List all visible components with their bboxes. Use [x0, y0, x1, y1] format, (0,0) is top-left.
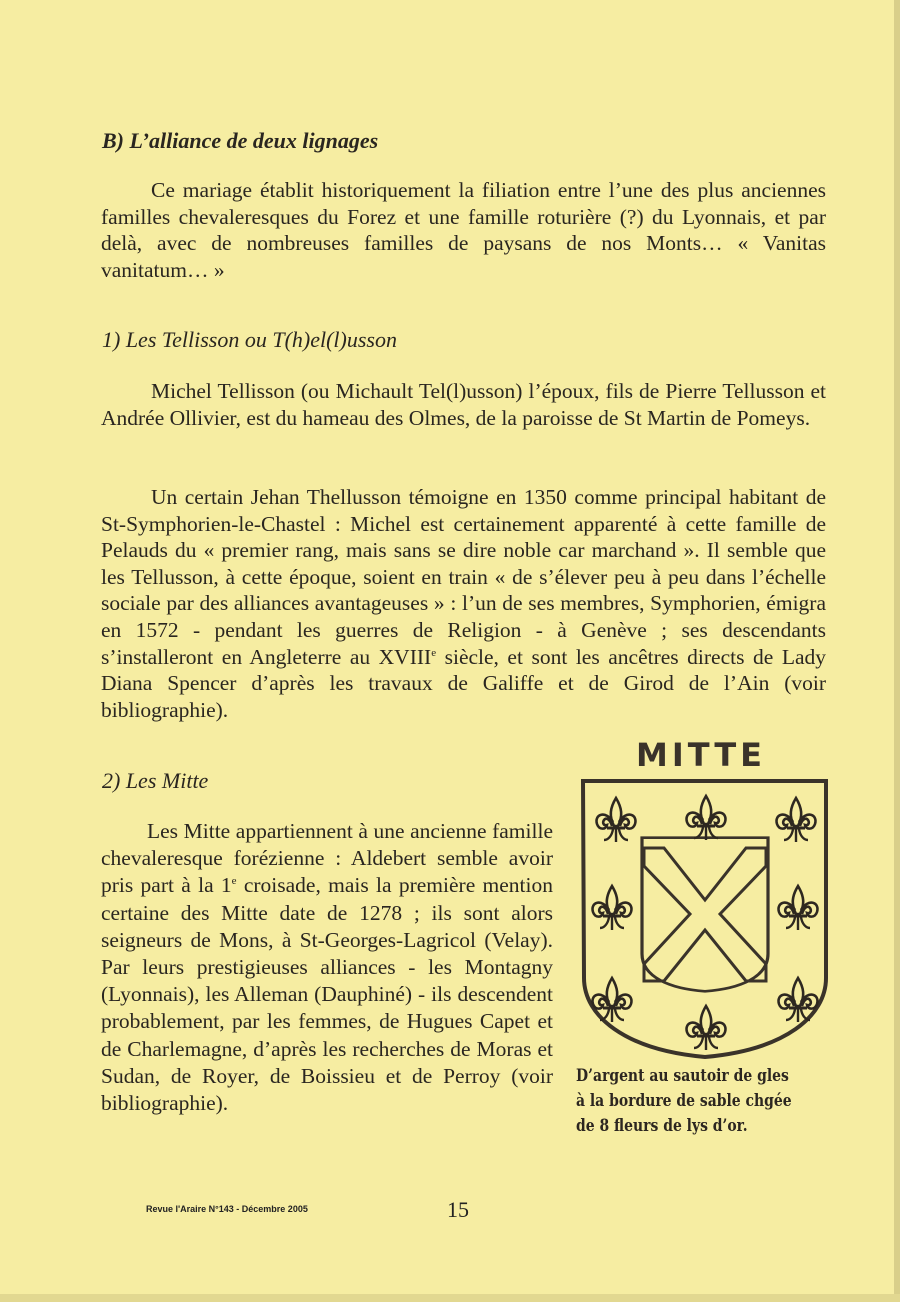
section-1-paragraph-1: Michel Tellisson (ou Michault Tel(l)usson) l’époux, fils de Pierre Tellusson et Andrée Ollivier, est du hameau des Olmes, de la paroisse de St Martin de Pomeys. [101, 379, 826, 430]
section-1-paragraph-2-text: Un certain Jehan Thellusson témoigne en 1350 comme principal habitant de St-Symphorien-le-Chastel : Michel est certainement apparenté à cette famille de Pelauds du « premier rang, mais sans se dire noble car marchand ». Il semble que les Tellusson, à cette époque, soient en train « de s’élever peu à peu dans l’échelle sociale par des alliances avantageuses » : l’un de ses membres, Symphorien, émigra en 1572 - pendant les guerres de Religion - à Genève ; ses descendants s’installeront en Angleterre au XVIII [101, 485, 826, 669]
page-edge-right [894, 0, 900, 1302]
footer-publication: Revue l'Araire N°143 - Décembre 2005 [146, 1204, 308, 1214]
section-b-title: B) L’alliance de deux lignages [102, 128, 379, 153]
section-2-paragraph-text-end: croisade, mais la première mention certaine des Mitte date de 1278 ; ils sont alors seigneurs de Mons, à St-Georges-Lagricol (Velay). Par leurs prestigieuses alliances - les Montagny (Lyonnais), les Alleman (Dauphiné) - ils descendent probablement, par les femmes, de Hugues Capet et de Charlemagne, d’après les recherches de Moras et Sudan, de Royer, de Boissieu et de Perroy (voir bibliographie). [101, 873, 553, 1116]
section-1-title: 1) Les Tellisson ou T(h)el(l)usson [102, 327, 397, 352]
section-b-paragraph: Ce mariage établit historiquement la filiation entre l’une des plus anciennes familles chevaleresques du Forez et une famille roturière (?) du Lyonnais, et par delà, avec de nombreuses familles de paysans de nos Monts… « Vanitas vanitatum… » [101, 178, 826, 282]
coat-of-arms-caption [576, 1064, 834, 1139]
heraldic-shield-icon [580, 778, 830, 1060]
section-1-paragraph-2 [101, 484, 826, 723]
caption-line: à la bordure de sable chgée [576, 1091, 792, 1111]
section-2-title: 2) Les Mitte [102, 768, 209, 793]
coat-of-arms-figure [576, 736, 836, 1156]
caption-line: D’argent au sautoir de gles [576, 1066, 789, 1086]
coat-of-arms-title: MITTE [636, 736, 766, 774]
superscript-e: e [231, 875, 237, 888]
section-1-paragraph-2-text-end: siècle, et sont les ancêtres directs de Lady Diana Spencer d’après les travaux de Galiffe et de Girod de l’Ain (voir bibliographie). [101, 644, 826, 722]
superscript-e: e [431, 646, 437, 659]
page-edge-bottom [0, 1294, 900, 1302]
section-2-paragraph-text: Les Mitte appartiennent à une ancienne famille chevaleresque forézienne : Aldebert semble avoir pris part à la 1 [101, 819, 553, 898]
page-number: 15 [447, 1197, 469, 1222]
caption-line: de 8 fleurs de lys d’or. [576, 1116, 748, 1136]
section-2-paragraph [101, 818, 553, 1117]
